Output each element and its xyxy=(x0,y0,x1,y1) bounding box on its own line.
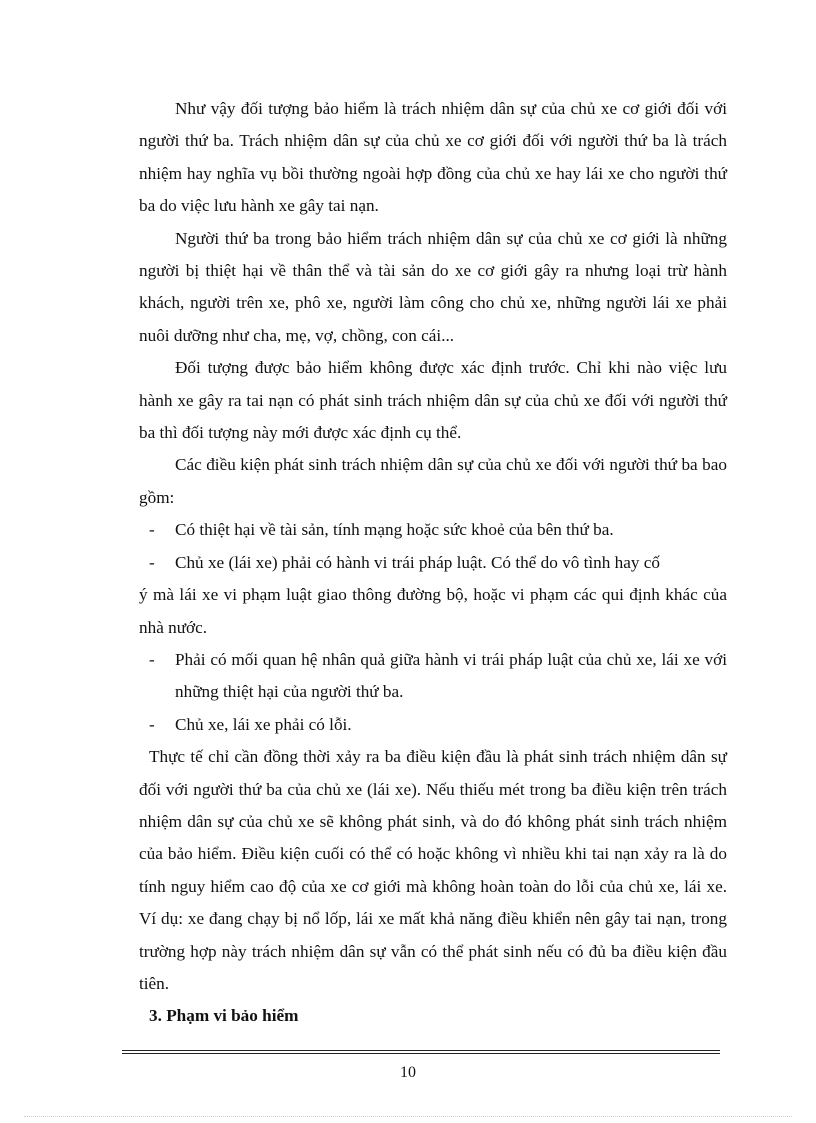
list-item-text: Có thiệt hại về tài sản, tính mạng hoặc sức khoẻ của bên thứ ba. xyxy=(175,520,614,540)
paragraph-conclusion: Thực tế chỉ cần đồng thời xảy ra ba điều kiện đầu là phát sinh trách nhiệm dân sự đối với người thứ ba của chủ xe (lái xe). Nếu thiếu mét trong ba điều kiện trên trách nhiệm dân sự của chủ xe sẽ không phát sinh, và do đó không phát sinh trách nhiệm của bảo hiểm. Điều kiện cuối có thể có hoặc không vì nhiều khi tai nạn xảy ra là do tính nguy hiểm cao độ của xe cơ giới mà không hoàn toàn do lỗi của chủ xe, lái xe. Ví dụ: xe đang chạy bị nổ lốp, lái xe mất khả năng điều khiển nên gây tai nạn, trong trường hợp này trách nhiệm dân sự vẫn có thể phát sinh nếu có đủ ba điều kiện đầu tiên. xyxy=(139,747,727,993)
list-item xyxy=(139,644,727,709)
list-item xyxy=(139,547,727,579)
bullet-marker: - xyxy=(149,714,155,734)
list-item-continuation: ý mà lái xe vi phạm luật giao thông đường bộ, hoặc vi phạm các qui định khác của nhà nước. xyxy=(139,585,727,637)
bullet-marker: - xyxy=(149,552,155,572)
page-edge-divider xyxy=(24,1116,792,1117)
page-number: 10 xyxy=(400,1064,416,1081)
list-item xyxy=(139,514,727,546)
section-heading: 3. Phạm vi bảo hiểm xyxy=(149,1006,299,1026)
list-item xyxy=(139,709,727,741)
paragraph-third-party: Người thứ ba trong bảo hiểm trách nhiệm dân sự của chủ xe cơ giới là những người bị thiệt hại về thân thể và tài sản do xe cơ giới gây ra nhưng loại trừ hành khách, người trên xe, phô xe, người làm công cho chủ xe, những người lái xe phải nuôi dưỡng như cha, mẹ, vợ, chồng, con cái... xyxy=(139,228,727,345)
bullet-marker: - xyxy=(149,520,155,540)
paragraph-insurance-object: Như vậy đối tượng bảo hiểm là trách nhiệm dân sự của chủ xe cơ giới đối với người thứ ba. Trách nhiệm dân sự của chủ xe cơ giới đối với người thứ ba là trách nhiệm hay nghĩa vụ bồi thường ngoài hợp đồng của chủ xe hay lái xe cho người thứ ba do việc lưu hành xe gây tai nạn. xyxy=(139,99,727,216)
bullet-marker: - xyxy=(149,649,155,669)
list-item-text: Phải có mối quan hệ nhân quả giữa hành vi trái pháp luật của chủ xe, lái xe với những thiệt hại của người thứ ba. xyxy=(175,649,727,702)
list-item-text: Chủ xe (lái xe) phải có hành vi trái pháp luật. Có thể do vô tình hay cố xyxy=(175,552,660,572)
list-item-text: Chủ xe, lái xe phải có lỗi. xyxy=(175,714,352,734)
paragraph-undetermined-object: Đối tượng được bảo hiểm không được xác định trước. Chỉ khi nào việc lưu hành xe gây ra tai nạn có phát sinh trách nhiệm dân sự của chủ xe đối với người thứ ba thì đối tượng này mới được xác định cụ thể. xyxy=(139,358,727,443)
document-body xyxy=(139,93,727,1033)
paragraph-conditions-intro: Các điều kiện phát sinh trách nhiệm dân sự của chủ xe đối với người thứ ba bao gồm: xyxy=(139,455,727,507)
footer-divider xyxy=(122,1050,720,1054)
